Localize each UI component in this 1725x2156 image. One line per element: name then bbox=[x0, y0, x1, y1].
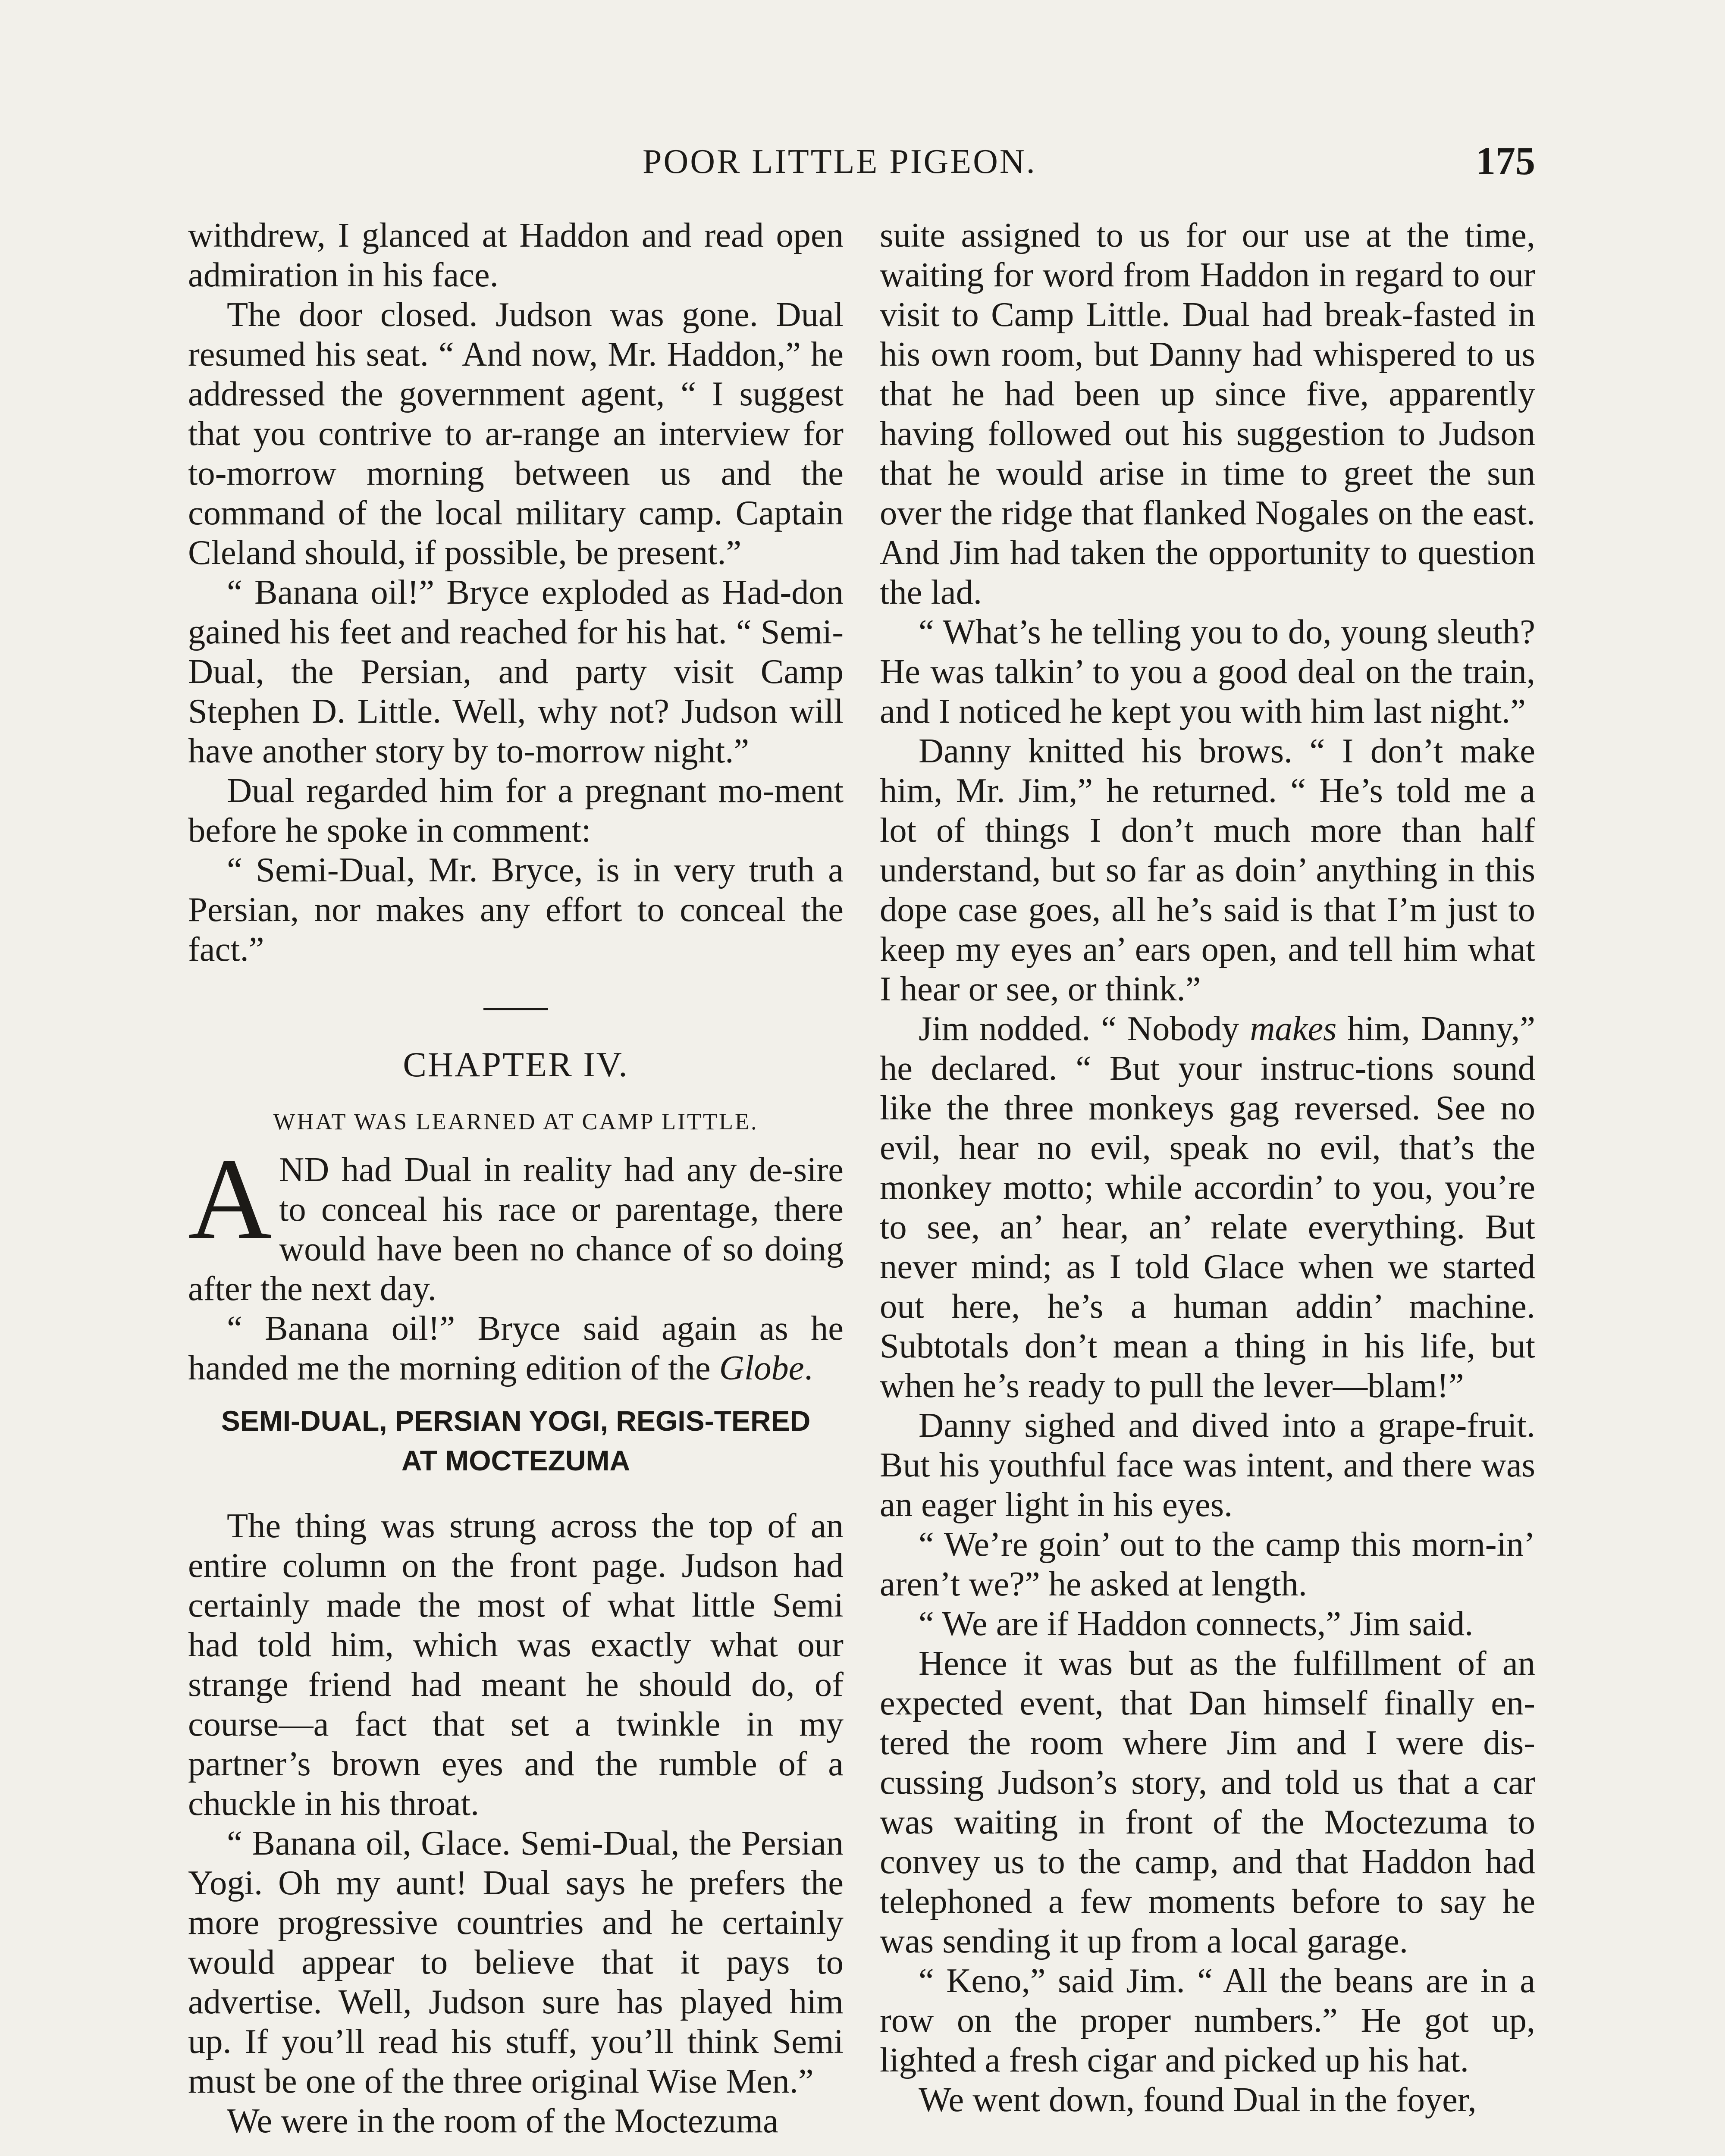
paragraph: Danny sighed and dived into a grape-fruit. But his youthful face was intent, and there was an eager light in his eyes. bbox=[880, 1406, 1535, 1524]
chapter-opening-paragraph bbox=[188, 1134, 844, 1309]
drop-cap: A bbox=[188, 1134, 272, 1263]
paragraph-text: ND had Dual in reality had any de-sire to conceal his race or parentage, there would have been no chance of so doing after the next day. bbox=[188, 1150, 844, 1308]
paragraph: “ Semi-Dual, Mr. Bryce, is in very truth a Persian, nor makes any effort to conceal the fact.” bbox=[188, 851, 844, 968]
running-title: POOR LITTLE PIGEON. bbox=[643, 143, 1037, 181]
paragraph bbox=[880, 1009, 1535, 1406]
chapter-subtitle: WHAT WAS LEARNED AT CAMP LITTLE. bbox=[273, 1109, 759, 1134]
paragraph: “ What’s he telling you to do, young sleuth? He was talkin’ to you a good deal on the train, and I noticed he kept you with him last night.” bbox=[880, 613, 1535, 730]
chapter-title: CHAPTER IV. bbox=[403, 1045, 629, 1084]
paragraph: “ We’re goin’ out to the camp this morn-in’ aren’t we?” he asked at length. bbox=[880, 1525, 1535, 1603]
paragraph-text: him, Danny,” he declared. “ But your instruc-tions sound like the three monkeys gag reversed. See no evil, hear no evil, speak no evil, that’s the monkey motto; while accordin’ to you, you’re to see, an’ hear, an’ relate everything. But never mind; as I told Glace when we started out here, he’s a human addin’ machine. Subtotals don’t mean a thing in his life, but when he’s ready to pull the lever—blam!” bbox=[880, 1009, 1535, 1405]
emphasis: makes bbox=[1250, 1009, 1337, 1048]
paragraph: “ We are if Haddon connects,” Jim said. bbox=[919, 1604, 1474, 1643]
page-header bbox=[190, 138, 1535, 194]
paragraph: The thing was strung across the top of an entire column on the front page. Judson had certainly made the most of what little Semi had told him, which was exactly what our strange friend had meant he should do, of course—a fact that set a twinkle in my partner’s brown eyes and the rumble of a chuckle in his throat. bbox=[188, 1507, 844, 1823]
newspaper-headline: SEMI-DUAL, PERSIAN YOGI, REGIS-TERED AT MOCTEZUMA bbox=[221, 1405, 811, 1476]
paragraph: “ Banana oil!” Bryce exploded as Had-don gained his feet and reached for his hat. “ Semi-Dual, the Persian, and party visit Camp Stephen D. Little. Well, why not? Judson will have another story by to-morrow night.” bbox=[188, 573, 844, 770]
paragraph-text: “ Banana oil!” Bryce said again as he handed me the morning edition of the bbox=[188, 1309, 844, 1387]
paragraph: We were in the room of the Moctezuma bbox=[227, 2102, 778, 2140]
paragraph: suite assigned to us for our use at the time, waiting for word from Haddon in regard to our visit to Camp Little. Dual had break-fasted in his own room, but Danny had whispered to us that he had been up since five, apparently having followed out his suggestion to Judson that he would arise in time to greet the sun over the ridge that flanked Nogales on the east. And Jim had taken the opportunity to question the lad. bbox=[880, 216, 1535, 611]
paragraph: withdrew, I glanced at Haddon and read open admiration in his face. bbox=[188, 216, 844, 294]
paragraph: “ Banana oil, Glace. Semi-Dual, the Persian Yogi. Oh my aunt! Dual says he prefers the more progressive countries and he certainly would appear to believe that it pays to advertise. Well, Judson sure has played him up. If you’ll read his stuff, you’ll think Semi must be one of the three original Wise Men.” bbox=[188, 1824, 844, 2100]
paragraph-text: . bbox=[804, 1349, 813, 1387]
paragraph: “ Keno,” said Jim. “ All the beans are in a row on the proper numbers.” He got up, lighted a fresh cigar and picked up his hat. bbox=[880, 1962, 1535, 2079]
left-column bbox=[188, 216, 844, 2141]
paragraph: Danny knitted his brows. “ I don’t make him, Mr. Jim,” he returned. “ He’s told me a lot of things I don’t much more than half understand, but so far as doin’ anything in this dope case goes, all he’s said is that I’m just to keep my eyes an’ ears open, and tell him what I hear or see, or think.” bbox=[880, 732, 1535, 1008]
paragraph: We went down, found Dual in the foyer, bbox=[919, 2081, 1477, 2119]
right-column bbox=[880, 216, 1535, 2120]
section-divider bbox=[483, 1008, 548, 1010]
paragraph-text: Jim nodded. “ Nobody bbox=[919, 1009, 1250, 1048]
page-number: 175 bbox=[1476, 139, 1535, 183]
newspaper-name: Globe bbox=[719, 1349, 804, 1387]
paragraph: The door closed. Judson was gone. Dual resumed his seat. “ And now, Mr. Haddon,” he addressed the government agent, “ I suggest that you contrive to ar-range an interview for to-morrow morning between us and the command of the local military camp. Captain Cleland should, if possible, be present.” bbox=[188, 295, 844, 572]
paragraph: Dual regarded him for a pregnant mo-ment before he spoke in comment: bbox=[188, 771, 844, 849]
paragraph bbox=[188, 1309, 844, 1388]
paragraph: Hence it was but as the fulfillment of an expected event, that Dan himself finally en-tered the room where Jim and I were dis-cussing Judson’s story, and told us that a car was waiting in front of the Moctezuma to convey us to the camp, and that Haddon had telephoned a few moments before to say he was sending it up from a local garage. bbox=[880, 1644, 1535, 1960]
